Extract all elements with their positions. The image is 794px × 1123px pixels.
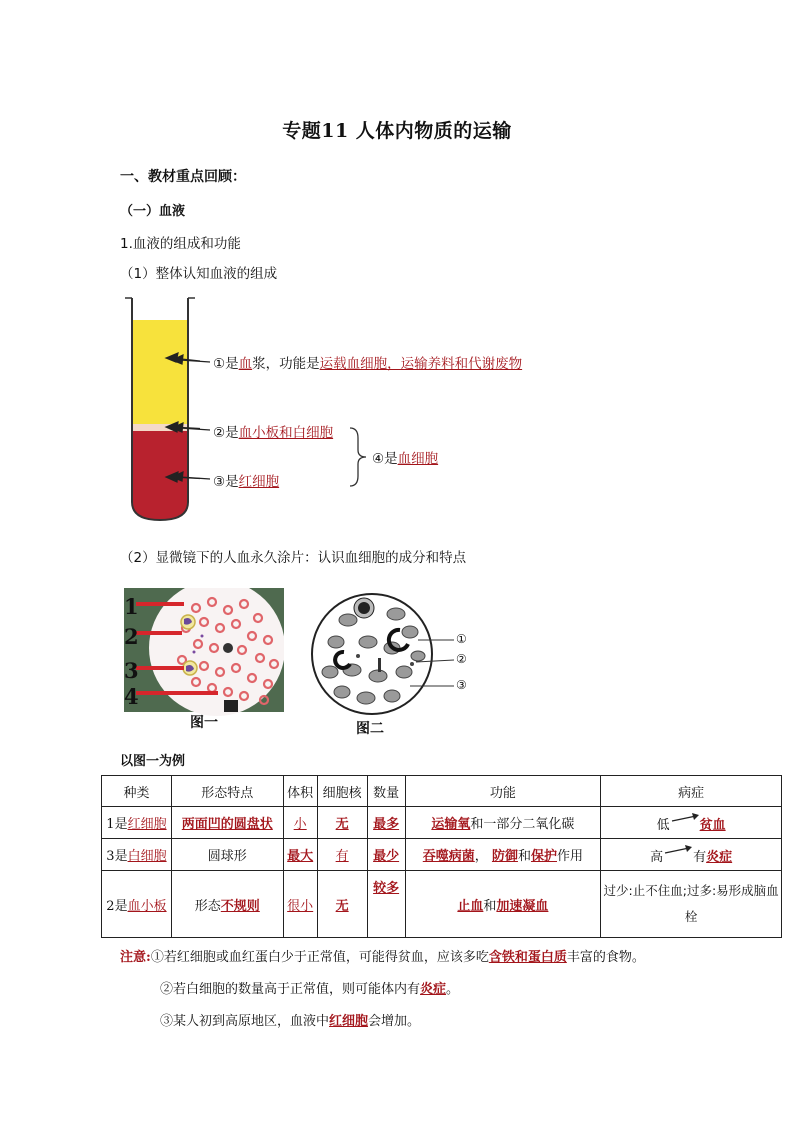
cell-disease: 过少:止不住血;过多:易形成脑血栓 [601,871,782,938]
figure-one-caption: 图一 [190,715,218,731]
figure-one-number: 4 [124,684,139,709]
cell-count: 最少 [367,839,405,871]
answer-text: 加速凝血 [496,898,549,914]
note-text: 丰富的食物。 [566,950,645,965]
paragraph-microscope: （2）显微镜下的人血永久涂片：认识血细胞的成分和特点 [120,550,467,566]
table-row [102,871,782,938]
cell-size: 很小 [283,871,317,938]
cell-kind [102,871,172,938]
cell-text: 有 [693,849,707,865]
blood-cell-annotation [372,447,438,467]
answer-text: 红细胞 [238,474,280,490]
page-title: 专题11 人体内物质的运输 [282,120,512,142]
plasma-annotation [213,352,522,372]
arrow-right-icon [670,813,700,823]
section-heading: 一、教材重点回顾： [120,169,246,185]
rbc-annotation [213,470,279,490]
table-header: 形态特点 [171,776,283,807]
cell-shape [171,871,283,938]
table-header-row [102,776,782,807]
figure-one-number: 2 [124,624,139,649]
answer-text: 运载血细胞，运输养料和代谢废物 [319,356,523,372]
answer-text: 白细胞 [127,849,167,864]
note-text: ②若白细胞的数量高于正常值，则可能体内有 [160,982,421,997]
cell-nucleus: 有 [317,839,367,871]
answer-text: 防御 [491,849,518,864]
answer-text: 血小板 [127,898,167,914]
answer-text: 止血 [457,898,484,914]
answer-text: 红细胞 [329,1014,369,1029]
blood-cell-table [101,775,782,938]
answer-text: 吞噬病菌 [422,849,475,864]
cell-function [405,807,601,839]
answer-text: 保护 [530,849,557,864]
note-line [160,978,459,997]
example-label: 以图一为例 [120,754,186,769]
cell-function [405,871,601,938]
cell-disease [601,807,782,839]
annotation-text: ①是 [213,356,239,372]
cell-shape: 圆球形 [171,839,283,871]
figure-one-number: 1 [124,594,139,619]
arrow-right-icon [663,845,693,855]
table-header: 功能 [405,776,601,807]
brace-icon [348,426,372,488]
note-text: 。 [446,982,460,997]
cell-text: 低 [656,817,670,833]
figure-two-diagram [308,592,478,716]
answer-text: 红细胞 [127,817,167,832]
table-row [102,839,782,871]
cell-count: 最多 [367,807,405,839]
answer-text: 炎症 [420,982,447,997]
figure-two-caption: 图二 [356,721,384,737]
cell-text: 形态 [194,898,221,914]
table-header: 种类 [102,776,172,807]
cell-nucleus: 无 [317,807,367,839]
cell-text: 3是 [106,849,128,864]
cell-text: 和 [517,849,531,864]
cell-count: 较多 [367,871,405,938]
figure-two-number: ③ [456,678,467,692]
answer-text: 贫血 [699,817,726,833]
cell-text: 和一部分二氧化碳 [470,817,575,832]
answer-text: 不规则 [220,898,260,914]
note-line [160,1010,420,1029]
table-header: 数量 [367,776,405,807]
table-header: 细胞核 [317,776,367,807]
platelet-wbc-annotation [213,421,333,441]
figure-two-number: ② [456,652,467,666]
cell-text: 1是 [106,817,128,832]
cell-size: 最大 [283,839,317,871]
table-header: 病症 [601,776,782,807]
cell-kind [102,839,172,871]
cell-text: ， [474,849,492,864]
note-line [120,946,645,965]
tube-arrows [166,350,216,490]
table-row [102,807,782,839]
answer-text: 血 [238,356,253,372]
figure-two-number: ① [456,632,467,646]
paragraph-blood-composition: 1.血液的组成和功能 [120,236,241,252]
cell-text: 2是 [106,898,128,914]
note-label: 注意: [120,950,151,965]
cell-function [405,839,601,871]
subsection-heading: （一）血液 [120,204,186,219]
note-text: 会增加。 [368,1014,421,1029]
cell-text: 高 [650,849,664,865]
answer-text: 血细胞 [397,451,439,467]
annotation-text: ②是 [213,425,239,441]
cell-disease [601,839,782,871]
cell-shape: 两面凹的圆盘状 [171,807,283,839]
answer-text: 炎症 [706,849,733,865]
note-text: ③某人初到高原地区，血液中 [160,1014,330,1029]
cell-size: 小 [283,807,317,839]
answer-text: 血小板和白细胞 [238,425,334,441]
answer-text: 含铁和蛋白质 [488,950,567,965]
cell-text: 和 [483,898,497,914]
answer-text: 运输氧 [431,817,471,832]
annotation-text: ④是 [372,451,398,467]
paragraph-overview: （1）整体认知血液的组成 [120,266,278,282]
annotation-text: 浆，功能是 [252,356,320,372]
note-text: ①若红细胞或血红蛋白少于正常值，可能得贫血，应该多吃 [150,950,489,965]
cell-kind [102,807,172,839]
table-header: 体积 [283,776,317,807]
annotation-text: ③是 [213,474,239,490]
cell-nucleus: 无 [317,871,367,938]
figure-one-micrograph [124,588,284,716]
figure-one-number: 3 [124,658,139,683]
cell-text: 作用 [556,849,583,864]
